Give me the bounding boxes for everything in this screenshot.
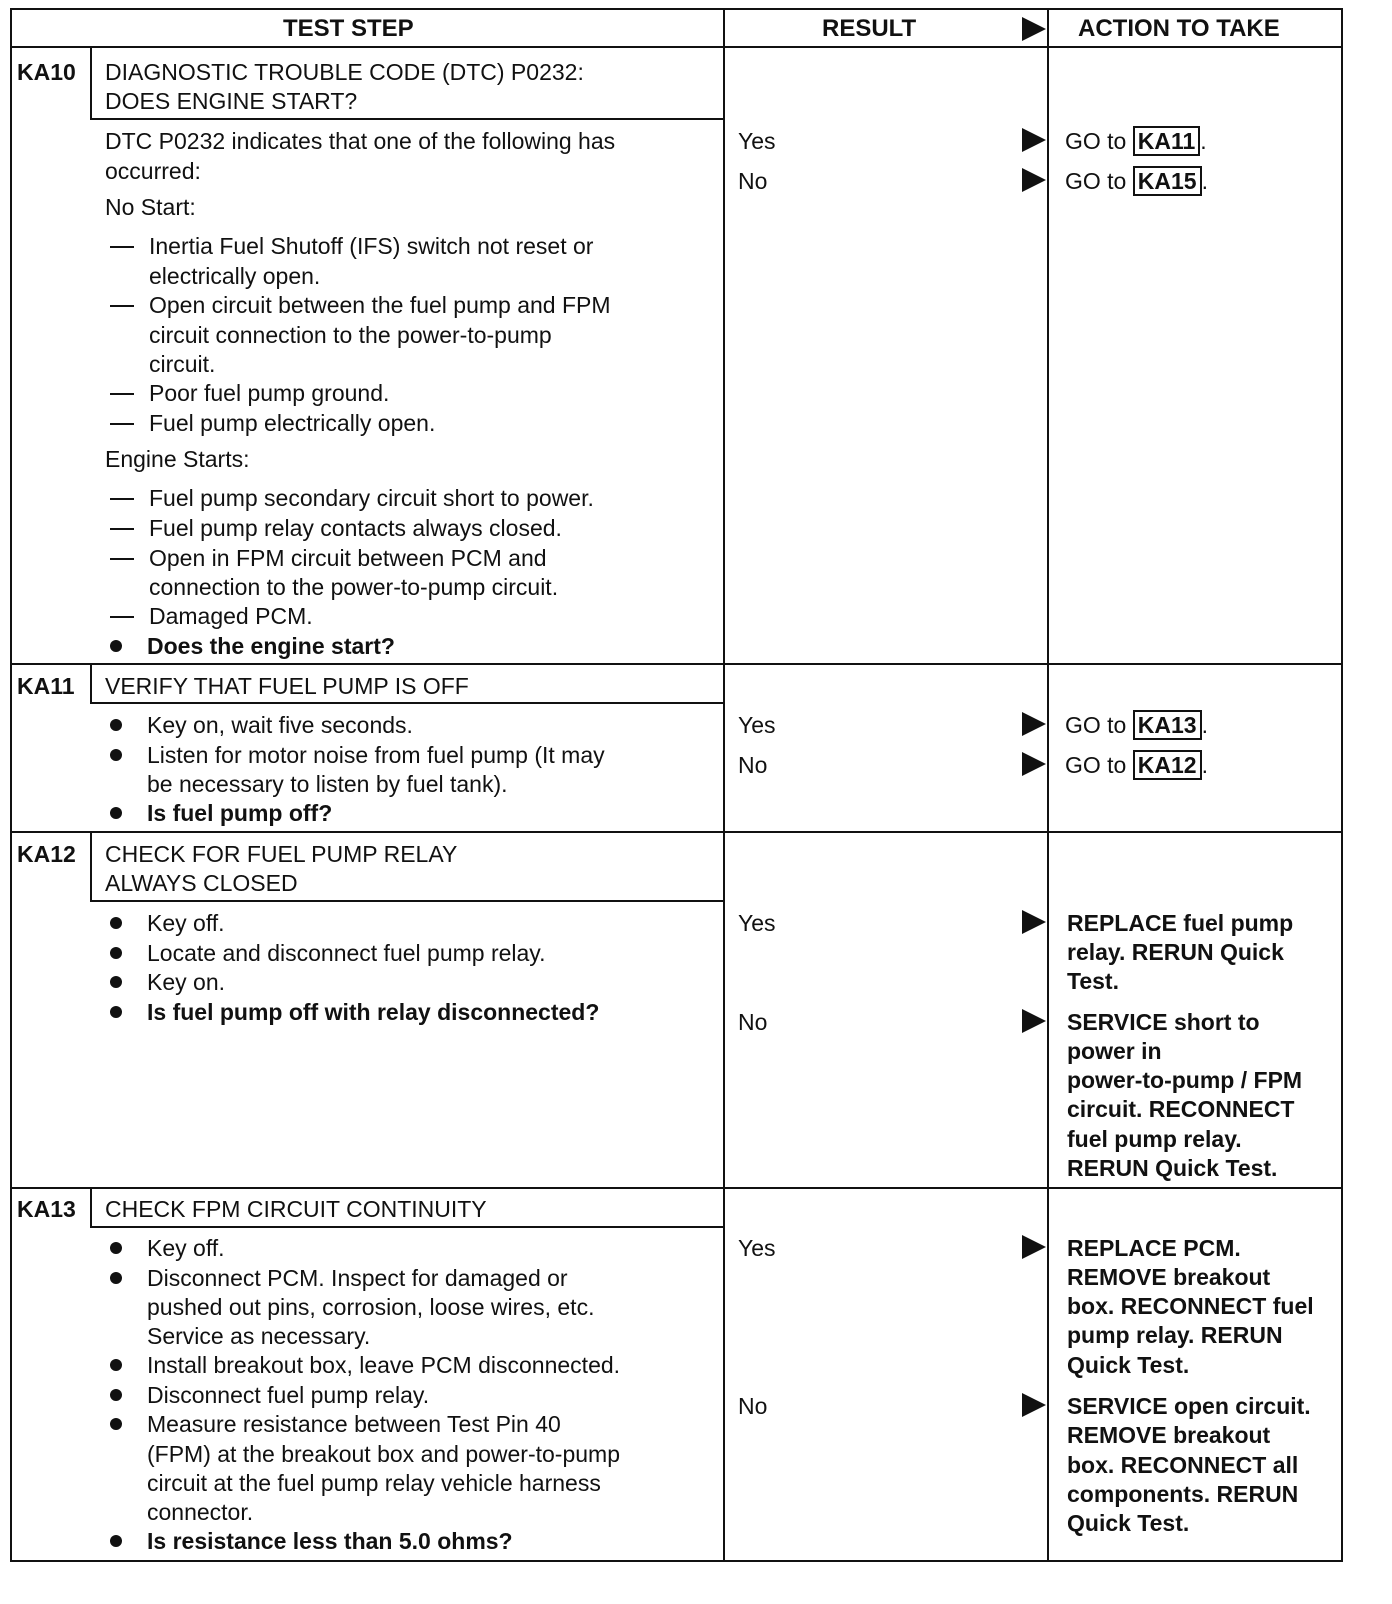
- ka13-step-5b: (FPM) at the breakout box and power-to-pump: [147, 1441, 621, 1467]
- header-result: RESULT: [822, 15, 917, 42]
- ka13-step-3: Install breakout box, leave PCM disconnected.: [147, 1352, 621, 1378]
- bullet-icon: [110, 917, 122, 929]
- bullet-icon: [110, 719, 122, 731]
- ka10-cause-5: Fuel pump secondary circuit short to power.: [149, 485, 594, 511]
- ka10-title-line2: DOES ENGINE START?: [105, 88, 358, 114]
- ka10-intro-line1: DTC P0232 indicates that one of the following has: [105, 128, 616, 154]
- arrow-icon: [1022, 1009, 1046, 1033]
- ka12-step-2: Locate and disconnect fuel pump relay.: [147, 940, 546, 966]
- dash-icon: [110, 498, 134, 500]
- ka13-title-underline: [90, 1226, 725, 1228]
- table-bottom-border: [10, 1560, 1343, 1562]
- ka11-action-no: [1065, 750, 1208, 780]
- ka12-id-divider: [90, 831, 92, 901]
- arrow-icon: [1022, 168, 1046, 192]
- bullet-icon: [110, 947, 122, 959]
- ka13-step-5a: Measure resistance between Test Pin 40: [147, 1411, 561, 1437]
- ka11-step-1: Key on, wait five seconds.: [147, 712, 413, 738]
- ka10-engine-starts-heading: Engine Starts:: [105, 446, 250, 472]
- ka13-step-5c: circuit at the fuel pump relay vehicle harness: [147, 1470, 601, 1496]
- period: .: [1201, 712, 1208, 738]
- ka13-action-no-3: box. RECONNECT all: [1067, 1452, 1299, 1478]
- ka13-action-no-2: REMOVE breakout: [1067, 1422, 1271, 1448]
- action-column-divider: [1047, 8, 1049, 1562]
- ka10-cause-1a: Inertia Fuel Shutoff (IFS) switch not reset or: [149, 233, 594, 259]
- ka10-cause-2c: circuit.: [149, 351, 216, 377]
- step-id-ka13: KA13: [17, 1196, 76, 1222]
- ka11-result-yes: Yes: [738, 712, 776, 738]
- dash-icon: [110, 528, 134, 530]
- header-bottom-border: [10, 46, 1343, 48]
- dash-icon: [110, 616, 134, 618]
- row-divider: [10, 1187, 1343, 1189]
- ka10-cause-1b: electrically open.: [149, 263, 321, 289]
- ka13-action-yes-2: REMOVE breakout: [1067, 1264, 1271, 1290]
- result-column-divider: [723, 8, 725, 1562]
- ka13-result-no: No: [738, 1393, 768, 1419]
- ka13-action-no-4: components. RERUN: [1067, 1481, 1299, 1507]
- ka13-action-yes-1: REPLACE PCM.: [1067, 1235, 1241, 1261]
- arrow-icon: [1022, 128, 1046, 152]
- ka13-action-yes-4: pump relay. RERUN: [1067, 1322, 1283, 1348]
- ka12-action-no-1: SERVICE short to: [1067, 1009, 1260, 1035]
- ka11-result-no: No: [738, 752, 768, 778]
- bullet-icon: [110, 1006, 122, 1018]
- table-top-border: [10, 8, 1343, 10]
- ka10-cause-2b: circuit connection to the power-to-pump: [149, 322, 552, 348]
- ka12-action-yes-2: relay. RERUN Quick: [1067, 939, 1284, 965]
- ka10-result-yes: Yes: [738, 128, 776, 154]
- ka12-action-no-4: circuit. RECONNECT: [1067, 1096, 1295, 1122]
- ka10-cause-3: Poor fuel pump ground.: [149, 380, 390, 406]
- dash-icon: [110, 246, 134, 248]
- ka10-question: Does the engine start?: [147, 633, 395, 659]
- link-ka13[interactable]: KA13: [1133, 710, 1202, 740]
- ka10-cause-4: Fuel pump electrically open.: [149, 410, 436, 436]
- table-left-border: [10, 8, 12, 1562]
- ka13-question: Is resistance less than 5.0 ohms?: [147, 1528, 513, 1554]
- bullet-icon: [110, 1242, 122, 1254]
- ka10-cause-7a: Open in FPM circuit between PCM and: [149, 545, 547, 571]
- bullet-icon: [110, 1389, 122, 1401]
- ka13-step-1: Key off.: [147, 1235, 225, 1261]
- period: .: [1200, 128, 1207, 154]
- ka12-result-no: No: [738, 1009, 768, 1035]
- ka12-action-yes-1: REPLACE fuel pump: [1067, 910, 1294, 936]
- ka10-no-start-heading: No Start:: [105, 194, 196, 220]
- ka10-result-no: No: [738, 168, 768, 194]
- step-id-ka11: KA11: [17, 673, 75, 699]
- period: .: [1201, 752, 1208, 778]
- ka12-title-line2: ALWAYS CLOSED: [105, 870, 298, 896]
- ka10-cause-8: Damaged PCM.: [149, 603, 313, 629]
- dash-icon: [110, 558, 134, 560]
- dash-icon: [110, 393, 134, 395]
- step-id-ka10: KA10: [17, 59, 76, 85]
- bullet-icon: [110, 1535, 122, 1547]
- row-divider: [10, 831, 1343, 833]
- ka13-action-yes-5: Quick Test.: [1067, 1352, 1190, 1378]
- go-to-label: GO to: [1065, 712, 1127, 738]
- bullet-icon: [110, 1418, 122, 1430]
- go-to-label: GO to: [1065, 752, 1127, 778]
- link-ka11[interactable]: KA11: [1133, 126, 1201, 156]
- ka12-action-no-2: power in: [1067, 1038, 1162, 1064]
- step-id-ka12: KA12: [17, 841, 76, 867]
- arrow-icon: [1022, 1393, 1046, 1417]
- ka12-title-underline: [90, 900, 725, 902]
- ka13-action-no-5: Quick Test.: [1067, 1510, 1190, 1536]
- go-to-label: GO to: [1065, 128, 1127, 154]
- bullet-icon: [110, 1359, 122, 1371]
- ka13-action-no-1: SERVICE open circuit.: [1067, 1393, 1311, 1419]
- ka10-cause-2a: Open circuit between the fuel pump and FPM: [149, 292, 611, 318]
- ka13-result-yes: Yes: [738, 1235, 776, 1261]
- arrow-icon: [1022, 1235, 1046, 1259]
- header-arrow-icon: [1022, 17, 1046, 41]
- header-test-step: TEST STEP: [283, 15, 414, 42]
- bullet-icon: [110, 749, 122, 761]
- table-right-border: [1341, 8, 1343, 1562]
- ka12-action-no-6: RERUN Quick Test.: [1067, 1155, 1278, 1181]
- ka11-title-underline: [90, 702, 725, 704]
- arrow-icon: [1022, 712, 1046, 736]
- ka11-action-yes: [1065, 710, 1208, 740]
- ka13-step-2b: pushed out pins, corrosion, loose wires, etc.: [147, 1294, 595, 1320]
- link-ka15[interactable]: KA15: [1133, 166, 1202, 196]
- ka12-step-3: Key on.: [147, 969, 225, 995]
- go-to-label: GO to: [1065, 168, 1127, 194]
- ka13-step-2c: Service as necessary.: [147, 1323, 371, 1349]
- ka12-action-no-3: power-to-pump / FPM: [1067, 1067, 1303, 1093]
- ka13-step-5d: connector.: [147, 1499, 254, 1525]
- ka10-intro-line2: occurred:: [105, 158, 201, 184]
- ka12-action-yes-3: Test.: [1067, 968, 1119, 994]
- ka13-action-yes-3: box. RECONNECT fuel: [1067, 1293, 1314, 1319]
- ka10-cause-7b: connection to the power-to-pump circuit.: [149, 574, 559, 600]
- bullet-icon: [110, 976, 122, 988]
- ka10-id-divider: [90, 46, 92, 120]
- link-ka12[interactable]: KA12: [1133, 750, 1202, 780]
- dash-icon: [110, 305, 134, 307]
- ka10-action-yes: [1065, 126, 1207, 156]
- ka11-title: VERIFY THAT FUEL PUMP IS OFF: [105, 673, 469, 699]
- ka10-title-underline: [90, 118, 725, 120]
- arrow-icon: [1022, 752, 1046, 776]
- ka11-question: Is fuel pump off?: [147, 800, 333, 826]
- row-divider: [10, 663, 1343, 665]
- ka13-id-divider: [90, 1187, 92, 1227]
- period: .: [1201, 168, 1208, 194]
- ka11-step-2a: Listen for motor noise from fuel pump (It may: [147, 742, 605, 768]
- dash-icon: [110, 423, 134, 425]
- arrow-icon: [1022, 910, 1046, 934]
- ka12-action-no-5: fuel pump relay.: [1067, 1126, 1242, 1152]
- ka12-title-line1: CHECK FOR FUEL PUMP RELAY: [105, 841, 458, 867]
- header-action: ACTION TO TAKE: [1078, 15, 1280, 42]
- bullet-icon: [110, 640, 122, 652]
- ka10-action-no: [1065, 166, 1208, 196]
- ka13-step-4: Disconnect fuel pump relay.: [147, 1382, 430, 1408]
- ka11-step-2b: be necessary to listen by fuel tank).: [147, 771, 508, 797]
- ka12-step-1: Key off.: [147, 910, 225, 936]
- bullet-icon: [110, 807, 122, 819]
- ka11-id-divider: [90, 663, 92, 703]
- ka10-cause-6: Fuel pump relay contacts always closed.: [149, 515, 562, 541]
- ka13-title: CHECK FPM CIRCUIT CONTINUITY: [105, 1196, 487, 1222]
- bullet-icon: [110, 1272, 122, 1284]
- ka12-question: Is fuel pump off with relay disconnected?: [147, 999, 600, 1025]
- ka10-title-line1: DIAGNOSTIC TROUBLE CODE (DTC) P0232:: [105, 59, 584, 85]
- ka13-step-2a: Disconnect PCM. Inspect for damaged or: [147, 1265, 568, 1291]
- ka12-result-yes: Yes: [738, 910, 776, 936]
